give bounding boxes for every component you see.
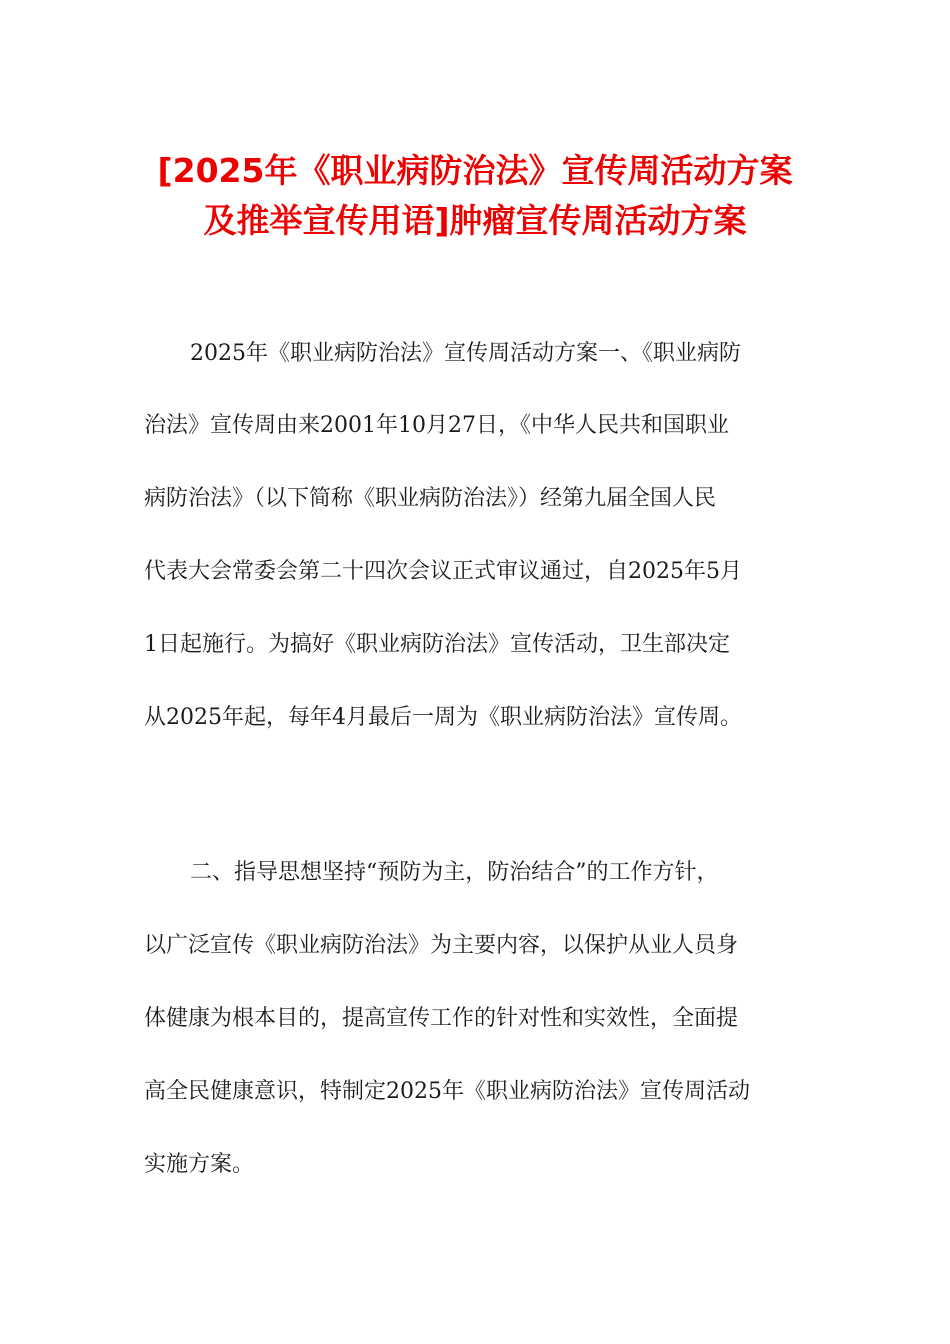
paragraph-1-line-3: 病防治法》（以下简称《职业病防治法》）经第九届全国人民 bbox=[144, 486, 717, 511]
paragraph-2-line-3: 体健康为根本目的，提高宣传工作的针对性和实效性，全面提 bbox=[144, 1006, 739, 1031]
paragraph-2-line-2: 以广泛宣传《职业病防治法》为主要内容，以保护从业人员身 bbox=[144, 933, 739, 958]
document-title-line-1: [2025年《职业病防治法》宣传周活动方案 bbox=[157, 151, 793, 190]
paragraph-1-line-2: 治法》宣传周由来2001年10月27日，《中华人民共和国职业 bbox=[144, 413, 729, 438]
document-title-line-2: 及推举宣传用语]肿瘤宣传周活动方案 bbox=[203, 201, 747, 240]
paragraph-2-line-4: 高全民健康意识，特制定2025年《职业病防治法》宣传周活动 bbox=[144, 1079, 750, 1104]
paragraph-2-line-1: 二、指导思想坚持“预防为主，防治结合”的工作方针， bbox=[190, 860, 719, 885]
paragraph-1-line-1: 2025年《职业病防治法》宣传周活动方案一、《职业病防 bbox=[190, 341, 741, 366]
paragraph-1-line-6: 从2025年起，每年4月最后一周为《职业病防治法》宣传周。 bbox=[144, 705, 742, 730]
paragraph-2-line-5: 实施方案。 bbox=[144, 1152, 255, 1177]
paragraph-1-line-5: 1日起施行。为搞好《职业病防治法》宣传活动，卫生部决定 bbox=[144, 632, 730, 657]
paragraph-1-line-4: 代表大会常委会第二十四次会议正式审议通过，自2025年5月 bbox=[144, 559, 742, 584]
